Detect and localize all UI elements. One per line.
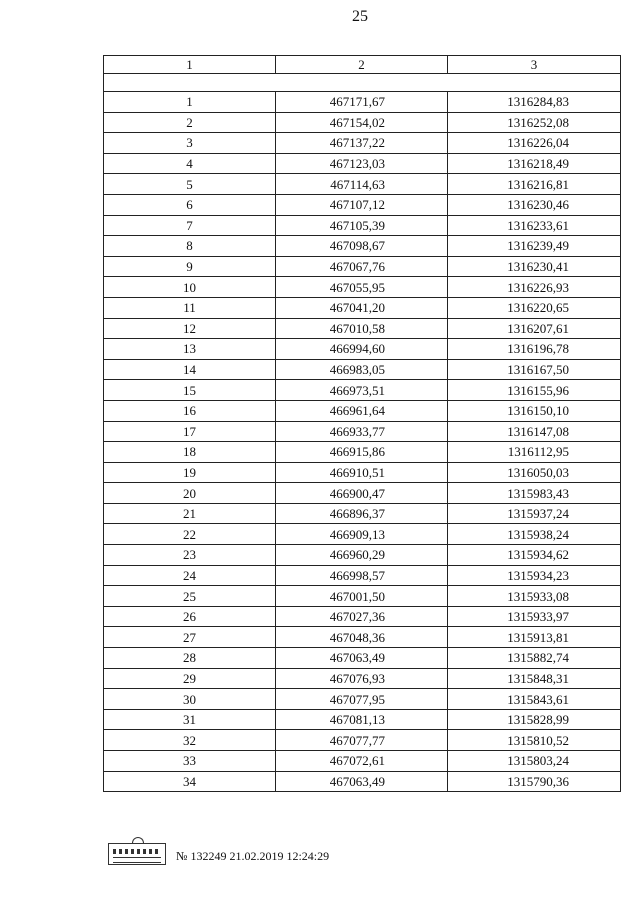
table-row xyxy=(104,236,621,257)
table-cell: 1316230,46 xyxy=(448,194,621,215)
column-header-1: 1 xyxy=(104,56,276,74)
table-row xyxy=(104,380,621,401)
table-cell: 1315790,36 xyxy=(448,771,621,792)
table-cell: 467076,93 xyxy=(276,668,448,689)
table-cell: 466896,37 xyxy=(276,503,448,524)
table-cell: 12 xyxy=(104,318,276,339)
column-header-3: 3 xyxy=(448,56,621,74)
table-cell: 1316284,83 xyxy=(448,92,621,113)
table-cell: 10 xyxy=(104,277,276,298)
table-cell: 19 xyxy=(104,462,276,483)
table-cell: 467105,39 xyxy=(276,215,448,236)
table-cell: 2 xyxy=(104,112,276,133)
table-row xyxy=(104,586,621,607)
table-cell: 467027,36 xyxy=(276,606,448,627)
table-cell: 467063,49 xyxy=(276,771,448,792)
table-cell: 30 xyxy=(104,689,276,710)
table-cell: 466900,47 xyxy=(276,483,448,504)
table-cell: 467077,77 xyxy=(276,730,448,751)
table-row xyxy=(104,606,621,627)
table-cell: 467114,63 xyxy=(276,174,448,195)
table-row xyxy=(104,648,621,669)
table-cell: 467077,95 xyxy=(276,689,448,710)
blank-cell xyxy=(104,74,621,92)
table-cell: 466910,51 xyxy=(276,462,448,483)
table-cell: 1316196,78 xyxy=(448,339,621,360)
table-header-row xyxy=(104,56,621,74)
table-cell: 1315882,74 xyxy=(448,648,621,669)
table-cell: 1316207,61 xyxy=(448,318,621,339)
table-row xyxy=(104,194,621,215)
table-row xyxy=(104,297,621,318)
table-row xyxy=(104,400,621,421)
table-row xyxy=(104,771,621,792)
table-cell: 467107,12 xyxy=(276,194,448,215)
table-cell: 11 xyxy=(104,297,276,318)
table-cell: 1315843,61 xyxy=(448,689,621,710)
registry-stamp-icon xyxy=(108,843,166,865)
table-cell: 467123,03 xyxy=(276,153,448,174)
table-cell: 16 xyxy=(104,400,276,421)
table-cell: 23 xyxy=(104,545,276,566)
table-row xyxy=(104,442,621,463)
table-row xyxy=(104,524,621,545)
table-cell: 1 xyxy=(104,92,276,113)
table-cell: 22 xyxy=(104,524,276,545)
table-cell: 17 xyxy=(104,421,276,442)
table-cell: 31 xyxy=(104,709,276,730)
table-cell: 1316252,08 xyxy=(448,112,621,133)
table-row xyxy=(104,92,621,113)
table-cell: 466998,57 xyxy=(276,565,448,586)
table-cell: 14 xyxy=(104,359,276,380)
table-cell: 467063,49 xyxy=(276,648,448,669)
table-row xyxy=(104,503,621,524)
table-cell: 1316226,04 xyxy=(448,133,621,154)
table-cell: 25 xyxy=(104,586,276,607)
table-cell: 7 xyxy=(104,215,276,236)
table-cell: 26 xyxy=(104,606,276,627)
table-cell: 1316230,41 xyxy=(448,256,621,277)
blank-row xyxy=(104,74,621,92)
document-info xyxy=(176,849,329,865)
table-cell: 24 xyxy=(104,565,276,586)
table-cell: 20 xyxy=(104,483,276,504)
table-row xyxy=(104,112,621,133)
table-row xyxy=(104,339,621,360)
table-cell: 1316050,03 xyxy=(448,462,621,483)
table-row xyxy=(104,421,621,442)
table-cell: 6 xyxy=(104,194,276,215)
table-row xyxy=(104,709,621,730)
table-cell: 467072,61 xyxy=(276,751,448,772)
table-row xyxy=(104,215,621,236)
table-cell: 467081,13 xyxy=(276,709,448,730)
table-row xyxy=(104,730,621,751)
table-cell: 1316239,49 xyxy=(448,236,621,257)
table-cell: 466933,77 xyxy=(276,421,448,442)
table-cell: 467098,67 xyxy=(276,236,448,257)
table-cell: 1315913,81 xyxy=(448,627,621,648)
table-row xyxy=(104,359,621,380)
table-cell: 1316112,95 xyxy=(448,442,621,463)
table-row xyxy=(104,133,621,154)
table-cell: 467048,36 xyxy=(276,627,448,648)
table-row xyxy=(104,153,621,174)
table-cell: 1316218,49 xyxy=(448,153,621,174)
table-cell: 1315934,62 xyxy=(448,545,621,566)
table-cell: 467055,95 xyxy=(276,277,448,298)
table-cell: 27 xyxy=(104,627,276,648)
coordinates-table-body xyxy=(104,56,621,792)
table-row xyxy=(104,174,621,195)
table-cell: 28 xyxy=(104,648,276,669)
table-cell: 1316147,08 xyxy=(448,421,621,442)
table-row xyxy=(104,462,621,483)
table-cell: 1315934,23 xyxy=(448,565,621,586)
table-cell: 15 xyxy=(104,380,276,401)
table-cell: 1315938,24 xyxy=(448,524,621,545)
table-cell: 1316216,81 xyxy=(448,174,621,195)
table-cell: 466973,51 xyxy=(276,380,448,401)
table-row xyxy=(104,545,621,566)
table-cell: 1316150,10 xyxy=(448,400,621,421)
table-cell: 1315983,43 xyxy=(448,483,621,504)
table-cell: 466994,60 xyxy=(276,339,448,360)
table-row xyxy=(104,751,621,772)
table-cell: 1315848,31 xyxy=(448,668,621,689)
table-cell: 1315803,24 xyxy=(448,751,621,772)
table-cell: 33 xyxy=(104,751,276,772)
table-cell: 13 xyxy=(104,339,276,360)
table-cell: 466961,64 xyxy=(276,400,448,421)
table-cell: 1315937,24 xyxy=(448,503,621,524)
table-cell: 1315933,97 xyxy=(448,606,621,627)
table-cell: 34 xyxy=(104,771,276,792)
table-cell: 466915,86 xyxy=(276,442,448,463)
table-cell: 9 xyxy=(104,256,276,277)
table-cell: 467067,76 xyxy=(276,256,448,277)
table-cell: 466960,29 xyxy=(276,545,448,566)
page-number: 25 xyxy=(352,8,368,25)
table-cell: 1316167,50 xyxy=(448,359,621,380)
table-cell: 18 xyxy=(104,442,276,463)
table-cell: 1316220,65 xyxy=(448,297,621,318)
table-cell: 3 xyxy=(104,133,276,154)
table-row xyxy=(104,668,621,689)
column-header-2: 2 xyxy=(276,56,448,74)
table-cell: 466983,05 xyxy=(276,359,448,380)
table-cell: 467041,20 xyxy=(276,297,448,318)
table-cell: 1315828,99 xyxy=(448,709,621,730)
table-row xyxy=(104,318,621,339)
table-cell: 1315933,08 xyxy=(448,586,621,607)
table-row xyxy=(104,256,621,277)
document-timestamp: 21.02.2019 12:24:29 xyxy=(229,849,330,863)
table-cell: 1315810,52 xyxy=(448,730,621,751)
table-row xyxy=(104,565,621,586)
table-cell: 1316226,93 xyxy=(448,277,621,298)
table-cell: 467010,58 xyxy=(276,318,448,339)
table-cell: 21 xyxy=(104,503,276,524)
coordinates-table xyxy=(103,55,621,792)
table-cell: 32 xyxy=(104,730,276,751)
table-cell: 1316155,96 xyxy=(448,380,621,401)
table-cell: 467137,22 xyxy=(276,133,448,154)
table-cell: 467001,50 xyxy=(276,586,448,607)
table-cell: 1316233,61 xyxy=(448,215,621,236)
table-cell: 466909,13 xyxy=(276,524,448,545)
table-row xyxy=(104,483,621,504)
table-cell: 467154,02 xyxy=(276,112,448,133)
footer xyxy=(108,843,329,865)
table-cell: 467171,67 xyxy=(276,92,448,113)
table-row xyxy=(104,277,621,298)
table-cell: 5 xyxy=(104,174,276,195)
table-cell: 29 xyxy=(104,668,276,689)
table-row xyxy=(104,627,621,648)
table-cell: 8 xyxy=(104,236,276,257)
table-cell: 4 xyxy=(104,153,276,174)
table-row xyxy=(104,689,621,710)
document-number: № 132249 xyxy=(176,849,227,863)
